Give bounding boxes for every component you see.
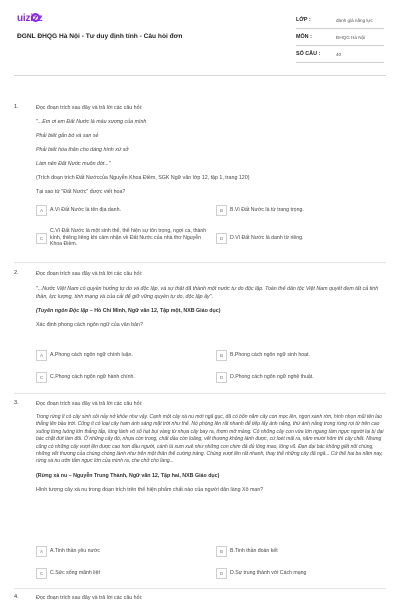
option-text: A.Phong cách ngôn ngữ chính luận.	[50, 351, 133, 358]
source-detail: – Hồ Chí Minh, Ngữ văn 12, Tập một, NXB Giáo dục)	[89, 308, 221, 314]
option-d[interactable]	[216, 566, 386, 580]
option-a[interactable]	[36, 203, 206, 217]
option-text: B.Phong cách ngôn ngữ sinh hoạt.	[230, 351, 310, 358]
logo-text: uizizz	[17, 13, 43, 24]
question-prompt: Đọc đoạn trích sau đây và trả lời các câu hỏi:	[36, 595, 143, 600]
option-b[interactable]	[216, 203, 386, 217]
quizizz-logo	[17, 13, 42, 24]
option-text: B.Tinh thần đoàn kết	[230, 547, 278, 554]
option-text: C.Sức sống mãnh liệt	[50, 569, 100, 576]
question-number: 4.	[14, 594, 19, 600]
passage-source: (Trích đoạn trích Đất Nướccủa Nguyễn Khoa Điềm, SGK Ngữ văn lớp 12, tập 1, trang 120)	[36, 175, 250, 181]
option-c[interactable]	[36, 370, 206, 384]
option-a[interactable]	[36, 544, 206, 558]
question-divider	[14, 588, 386, 589]
meta-key: SỐ CÂU :	[296, 51, 321, 57]
meta-row-class	[296, 12, 384, 29]
meta-row-subject	[296, 29, 384, 46]
source-title: (Tuyên ngôn Độc lập	[36, 308, 89, 314]
option-text: D.Vì Đất Nước là danh từ riêng.	[230, 234, 304, 241]
question-divider	[14, 262, 386, 263]
passage-line: Phải biết hóa thân cho dáng hình xứ sở	[36, 147, 129, 153]
question-body	[36, 400, 386, 494]
question-prompt: Đọc đoạn trích sau đây và trả lời các câu hỏi:	[36, 401, 143, 407]
option-b[interactable]	[216, 544, 386, 558]
question-number: 2.	[14, 270, 19, 276]
option-text: A.Vì Đất Nước là tên địa danh.	[50, 206, 121, 213]
worksheet-title: ĐGNL ĐHQG Hà Nội - Tư duy định tính - Câu hỏi đơn	[17, 33, 183, 40]
option-b[interactable]	[216, 348, 386, 362]
question-number: 1.	[14, 104, 19, 110]
meta-value: 40	[336, 51, 342, 57]
option-letter: B	[216, 546, 227, 557]
meta-table	[296, 12, 384, 63]
option-letter: A	[36, 205, 47, 216]
option-d[interactable]	[216, 370, 386, 384]
option-text: D.Phong cách ngôn ngữ nghệ thuật.	[230, 373, 314, 380]
logo-q-mark	[31, 13, 40, 22]
option-text: C.Vì Đất Nước là một sinh thể, thể hiện sự tôn trọng, ngợi ca, thành kính, thiêng liêng khi cảm nhận về Đất Nước của nhà thơ Nguyễn Khoa Điềm.	[50, 228, 207, 248]
meta-value: đánh giá năng lực	[336, 17, 373, 23]
question-body	[36, 104, 386, 196]
option-d[interactable]	[216, 231, 386, 245]
passage-text: "...Nước Việt Nam có quyền hưởng tự do và độc lập, và sự thật đã thành một nước tự do độc lập. Toàn thể dân tộc Việt Nam quyết đem tất cả tinh thần, lực lượng, tính mạng và của cải để giữ vững quyền tự do, độc lập ấy".	[36, 286, 379, 300]
option-text: C.Phong cách ngôn ngữ hành chính.	[50, 373, 135, 380]
option-letter: D	[216, 568, 227, 579]
question-prompt: Đọc đoạn trích sau đây và trả lời các câu hỏi:	[36, 105, 143, 111]
option-text: A.Tinh thần yêu nước	[50, 547, 100, 554]
meta-key: LỚP :	[296, 17, 311, 23]
option-letter: B	[216, 205, 227, 216]
option-letter: D	[216, 372, 227, 383]
question-text: Hình tượng cây xà nu trong đoạn trích trên thể hiện phẩm chất nào của người dân làng Xô man?	[36, 486, 264, 493]
question-body	[36, 594, 386, 600]
question-divider	[14, 393, 386, 394]
passage-text: Trong rừng ít có cây sinh sôi nảy nở khỏe như vậy. Cạnh một cây xà nu mới ngã gục, đã có bốn năm cây con mọc lên, ngọn xanh rờn, hình nhọn mũi tên lao thẳng lên bầu trời. Cũng ít có loại cây ham ánh sáng mặt trời như thế. Nó phóng lên rất nhanh để tiếp lấy ánh nắng, thứ ánh nắng trong rừng rọi từ trên cao xuống từng luồng lớn thẳng tắp, lóng lánh vô số hạt bụi vàng từ nhựa cây bay ra, thơm mỡ màng. Có những cây con vừa lớn ngang tầm ngực người lại bị đại bác chặt đứt làm đôi. Ở những cây đó, nhựa còn trong, chất dầu còn loãng, vết thương không lành được, cứ loét mãi ra, năm mười hôm thì cây chết. Nhưng cũng có những cây vượt lên được cao hơn đầu người, cành lá xum xuê như những con chim đã đủ lông mao, lông vũ. Đạn đại bác không giết nổi chúng, những vết thương của chúng chóng lành như trên một thân thể cường tráng. Chúng vượt lên rất nhanh, thay thế những cây đã ngã... Cứ thế hai ba năm nay, rừng xà nu ưỡn tấm ngực lớn của mình ra, che chở cho làng...	[36, 414, 384, 465]
option-text: D.Sự trung thành với Cách mạng	[230, 569, 307, 576]
option-letter: A	[36, 350, 47, 361]
meta-key: MÔN :	[296, 34, 312, 40]
option-letter: D	[216, 233, 227, 244]
option-letter: A	[36, 546, 47, 557]
question-prompt: Đọc đoạn trích sau đây và trả lời các câu hỏi:	[36, 271, 143, 277]
meta-row-count	[296, 46, 384, 63]
passage-line: Làm nên Đất Nước muôn đời..."	[36, 161, 111, 167]
question-number: 3.	[14, 400, 19, 406]
option-c[interactable]	[36, 224, 214, 252]
passage-line: Phải biết gắn bó và san sẻ	[36, 133, 99, 139]
question-text: Tại sao từ "Đất Nước" được viết hoa?	[36, 189, 126, 195]
option-text: B.Vì Đất Nước là từ trang trọng.	[230, 206, 304, 213]
worksheet-header	[0, 0, 400, 68]
option-letter: C	[36, 568, 47, 579]
option-a[interactable]	[36, 348, 206, 362]
header-divider	[14, 75, 386, 76]
option-letter: B	[216, 350, 227, 361]
option-letter: C	[36, 233, 47, 244]
passage-source: (Rừng xà nu – Nguyễn Trung Thành, Ngữ văn 12, Tập hai, NXB Giáo dục)	[36, 472, 220, 479]
passage-line: "...Em ơi em Đất Nước là máu xương của mình	[36, 119, 147, 125]
meta-value: ĐHQG Hà Nội	[336, 34, 366, 40]
option-letter: C	[36, 372, 47, 383]
question-text: Xác định phong cách ngôn ngữ của văn bản?	[36, 322, 143, 328]
option-c[interactable]	[36, 566, 206, 580]
question-body	[36, 270, 386, 329]
